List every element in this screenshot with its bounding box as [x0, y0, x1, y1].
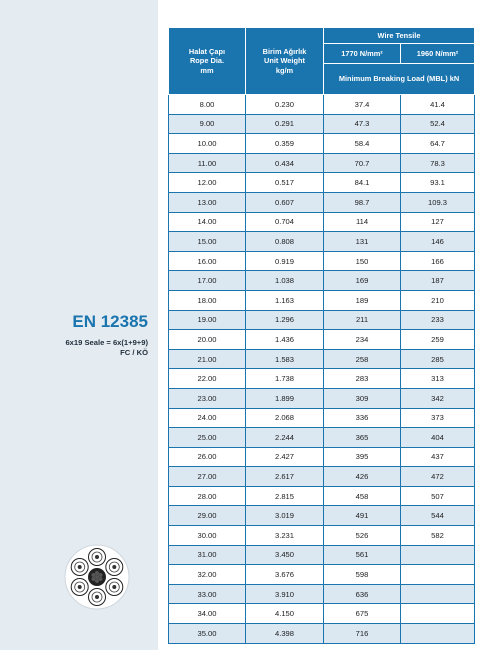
- diameter-cell: 9.00: [169, 114, 246, 134]
- diameter-cell: 31.00: [169, 545, 246, 565]
- unit-weight-cell: 2.617: [246, 467, 324, 487]
- mbl-1960-cell: 259: [401, 330, 475, 350]
- mbl-1770-cell: 283: [324, 369, 401, 389]
- diameter-cell: 28.00: [169, 486, 246, 506]
- mbl-1770-cell: 37.4: [324, 95, 401, 115]
- unit-weight-cell: 1.436: [246, 330, 324, 350]
- unit-weight-cell: 3.231: [246, 526, 324, 546]
- mbl-1770-cell: 98.7: [324, 192, 401, 212]
- unit-weight-cell: 0.434: [246, 153, 324, 173]
- mbl-1770-cell: 211: [324, 310, 401, 330]
- unit-weight-cell: 0.607: [246, 192, 324, 212]
- diameter-cell: 8.00: [169, 95, 246, 115]
- mbl-1770-cell: 234: [324, 330, 401, 350]
- table-row: [169, 290, 475, 310]
- mbl-1960-cell: [401, 624, 475, 644]
- mbl-1770-cell: 309: [324, 388, 401, 408]
- table-row: [169, 526, 475, 546]
- unit-weight-cell: 0.919: [246, 251, 324, 271]
- table-row: [169, 330, 475, 350]
- unit-weight-cell: 2.427: [246, 447, 324, 467]
- unit-weight-cell: 0.704: [246, 212, 324, 232]
- mbl-1960-cell: [401, 604, 475, 624]
- diameter-cell: 26.00: [169, 447, 246, 467]
- unit-weight-cell: 3.676: [246, 565, 324, 585]
- table-row: [169, 565, 475, 585]
- table-row: [169, 271, 475, 291]
- mbl-1960-cell: [401, 545, 475, 565]
- mbl-1960-cell: 285: [401, 349, 475, 369]
- unit-weight-cell: 3.910: [246, 584, 324, 604]
- mbl-1960-cell: 373: [401, 408, 475, 428]
- unit-weight-cell: 4.150: [246, 604, 324, 624]
- col-header-unit-weight: Birim Ağırlık Unit Weight kg/m: [246, 28, 324, 95]
- mbl-1770-cell: 426: [324, 467, 401, 487]
- rope-specification-table: [168, 27, 475, 644]
- construction-label: 6x19 Seale = 6x(1+9+9): [65, 338, 148, 347]
- table-row: [169, 192, 475, 212]
- mbl-1770-cell: 491: [324, 506, 401, 526]
- diameter-cell: 19.00: [169, 310, 246, 330]
- diameter-cell: 25.00: [169, 428, 246, 448]
- table-row: [169, 232, 475, 252]
- unit-weight-cell: 1.296: [246, 310, 324, 330]
- diameter-cell: 16.00: [169, 251, 246, 271]
- unit-weight-cell: 3.019: [246, 506, 324, 526]
- table-row: [169, 506, 475, 526]
- table-row: [169, 467, 475, 487]
- mbl-1960-cell: 93.1: [401, 173, 475, 193]
- diameter-cell: 17.00: [169, 271, 246, 291]
- mbl-1770-cell: 58.4: [324, 134, 401, 154]
- mbl-1770-cell: 70.7: [324, 153, 401, 173]
- unit-weight-cell: 2.068: [246, 408, 324, 428]
- diameter-cell: 27.00: [169, 467, 246, 487]
- unit-weight-cell: 1.163: [246, 290, 324, 310]
- unit-weight-cell: 2.815: [246, 486, 324, 506]
- table-row: [169, 604, 475, 624]
- mbl-1960-cell: 78.3: [401, 153, 475, 173]
- diameter-cell: 21.00: [169, 349, 246, 369]
- diameter-cell: 22.00: [169, 369, 246, 389]
- mbl-1960-cell: [401, 565, 475, 585]
- mbl-1960-cell: 64.7: [401, 134, 475, 154]
- table-row: [169, 349, 475, 369]
- mbl-1770-cell: 561: [324, 545, 401, 565]
- mbl-1770-cell: 169: [324, 271, 401, 291]
- mbl-1770-cell: 131: [324, 232, 401, 252]
- diameter-cell: 30.00: [169, 526, 246, 546]
- diameter-cell: 35.00: [169, 624, 246, 644]
- table-body: [169, 95, 475, 644]
- mbl-1960-cell: 146: [401, 232, 475, 252]
- table-row: [169, 114, 475, 134]
- diameter-cell: 10.00: [169, 134, 246, 154]
- mbl-1770-cell: 365: [324, 428, 401, 448]
- unit-weight-cell: 0.291: [246, 114, 324, 134]
- unit-weight-cell: 1.899: [246, 388, 324, 408]
- diameter-cell: 14.00: [169, 212, 246, 232]
- table-row: [169, 173, 475, 193]
- mbl-1770-cell: 526: [324, 526, 401, 546]
- mbl-1960-cell: 210: [401, 290, 475, 310]
- table-row: [169, 95, 475, 115]
- table-row: [169, 134, 475, 154]
- mbl-1960-cell: 342: [401, 388, 475, 408]
- mbl-1770-cell: 189: [324, 290, 401, 310]
- unit-weight-cell: 0.359: [246, 134, 324, 154]
- mbl-1960-cell: 41.4: [401, 95, 475, 115]
- diameter-cell: 34.00: [169, 604, 246, 624]
- unit-weight-cell: 1.738: [246, 369, 324, 389]
- diameter-cell: 20.00: [169, 330, 246, 350]
- core-label: FC / KÖ: [120, 348, 148, 357]
- unit-weight-cell: 4.398: [246, 624, 324, 644]
- mbl-1960-cell: 127: [401, 212, 475, 232]
- spec-block: [65, 312, 148, 358]
- table-row: [169, 408, 475, 428]
- mbl-1770-cell: 114: [324, 212, 401, 232]
- diameter-cell: 23.00: [169, 388, 246, 408]
- mbl-1770-cell: 395: [324, 447, 401, 467]
- mbl-1770-cell: 84.1: [324, 173, 401, 193]
- table-row: [169, 447, 475, 467]
- table-row: [169, 153, 475, 173]
- mbl-1770-cell: 598: [324, 565, 401, 585]
- table-row: [169, 369, 475, 389]
- unit-weight-cell: 3.450: [246, 545, 324, 565]
- table-row: [169, 584, 475, 604]
- mbl-1770-cell: 636: [324, 584, 401, 604]
- side-panel: [0, 0, 158, 650]
- mbl-1770-cell: 150: [324, 251, 401, 271]
- mbl-1960-cell: 582: [401, 526, 475, 546]
- mbl-1960-cell: 109.3: [401, 192, 475, 212]
- unit-weight-cell: 0.808: [246, 232, 324, 252]
- mbl-1960-cell: 187: [401, 271, 475, 291]
- table-row: [169, 388, 475, 408]
- diameter-cell: 18.00: [169, 290, 246, 310]
- col-header-grade-1770: 1770 N/mm²: [324, 44, 401, 64]
- unit-weight-cell: 0.517: [246, 173, 324, 193]
- mbl-1770-cell: 716: [324, 624, 401, 644]
- standard-title: EN 12385: [72, 312, 148, 331]
- mbl-1960-cell: 437: [401, 447, 475, 467]
- table-row: [169, 212, 475, 232]
- unit-weight-cell: 1.038: [246, 271, 324, 291]
- col-header-diameter: Halat Çapı Rope Dia. mm: [169, 28, 246, 95]
- table-row: [169, 624, 475, 644]
- mbl-1770-cell: 458: [324, 486, 401, 506]
- col-header-mbl: Minimum Breaking Load (MBL) kN: [324, 64, 475, 95]
- diameter-cell: 24.00: [169, 408, 246, 428]
- table-row: [169, 251, 475, 271]
- mbl-1770-cell: 336: [324, 408, 401, 428]
- mbl-1770-cell: 47.3: [324, 114, 401, 134]
- unit-weight-cell: 0.230: [246, 95, 324, 115]
- mbl-1960-cell: [401, 584, 475, 604]
- col-header-wire-tensile: Wire Tensile: [324, 28, 475, 44]
- diameter-cell: 12.00: [169, 173, 246, 193]
- diameter-cell: 32.00: [169, 565, 246, 585]
- table-row: [169, 545, 475, 565]
- mbl-1960-cell: 472: [401, 467, 475, 487]
- table-row: [169, 486, 475, 506]
- diameter-cell: 13.00: [169, 192, 246, 212]
- table-row: [169, 428, 475, 448]
- mbl-1960-cell: 404: [401, 428, 475, 448]
- mbl-1960-cell: 52.4: [401, 114, 475, 134]
- mbl-1960-cell: 233: [401, 310, 475, 330]
- mbl-1770-cell: 675: [324, 604, 401, 624]
- unit-weight-cell: 2.244: [246, 428, 324, 448]
- diameter-cell: 11.00: [169, 153, 246, 173]
- diameter-cell: 33.00: [169, 584, 246, 604]
- rope-cross-section-icon: [64, 544, 130, 610]
- diameter-cell: 29.00: [169, 506, 246, 526]
- mbl-1770-cell: 258: [324, 349, 401, 369]
- table-row: [169, 310, 475, 330]
- mbl-1960-cell: 166: [401, 251, 475, 271]
- unit-weight-cell: 1.583: [246, 349, 324, 369]
- mbl-1960-cell: 544: [401, 506, 475, 526]
- diameter-cell: 15.00: [169, 232, 246, 252]
- mbl-1960-cell: 313: [401, 369, 475, 389]
- mbl-1960-cell: 507: [401, 486, 475, 506]
- col-header-grade-1960: 1960 N/mm²: [401, 44, 475, 64]
